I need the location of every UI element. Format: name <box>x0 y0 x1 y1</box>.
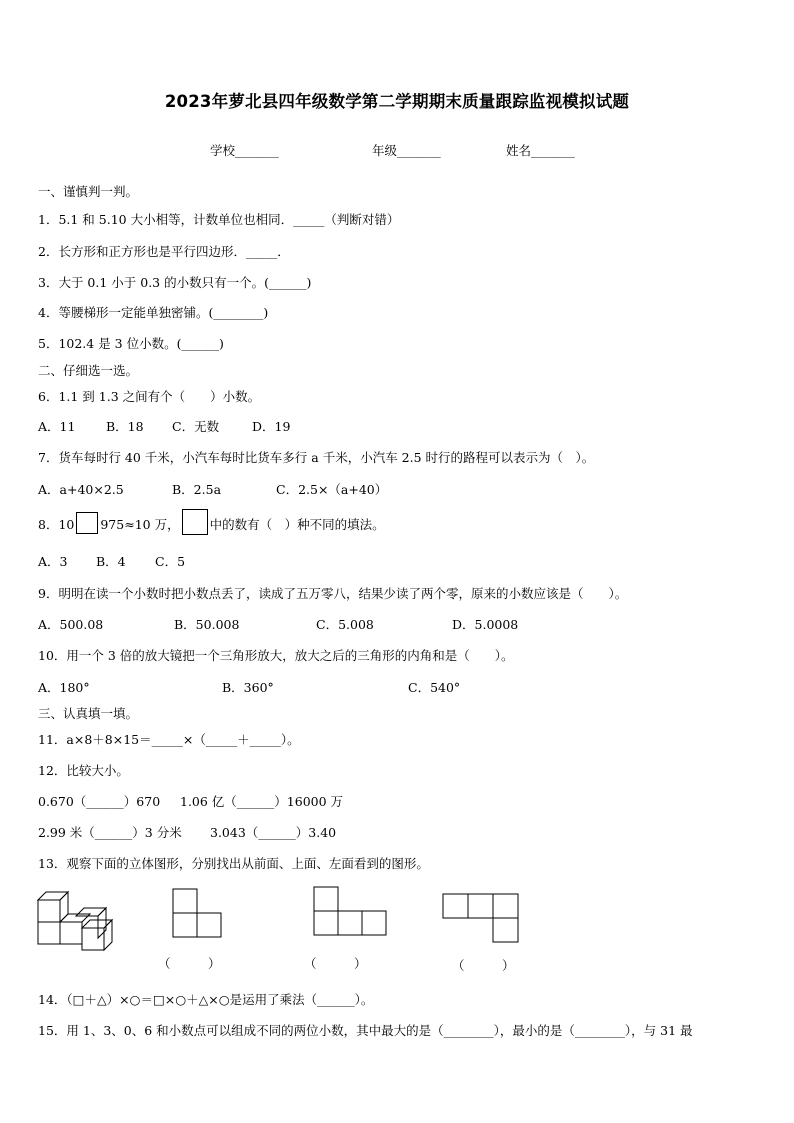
q10-option-c[interactable]: C．540° <box>408 680 461 695</box>
solid-figure <box>36 886 126 950</box>
view-figure-3 <box>442 893 522 945</box>
section-heading-3: 三、认真填一填。 <box>38 706 139 721</box>
question-12: 12．比较大小。 <box>38 763 129 778</box>
question-3: 3．大于 0.1 小于 0.3 的小数只有一个。(______) <box>38 275 312 290</box>
q12-compare-3: 2.99 米（______）3 分米 <box>38 825 182 840</box>
q8-prefix: 8．10 <box>38 517 75 532</box>
q8-suffix: 中的数有（ ）种不同的填法。 <box>209 517 385 532</box>
view-figure-2 <box>313 886 389 938</box>
question-13: 13．观察下面的立体图形，分别找出从前面、上面、左面看到的图形。 <box>38 856 429 871</box>
q10-option-a[interactable]: A．180° <box>38 680 90 695</box>
q6-option-b[interactable]: B．18 <box>106 419 144 434</box>
question-1: 1．5.1 和 5.10 大小相等，计数单位也相同．_____（判断对错） <box>38 212 400 227</box>
q9-option-b[interactable]: B．50.008 <box>174 617 240 632</box>
question-9: 9．明明在读一个小数时把小数点丢了，读成了五万零八，结果少读了两个零，原来的小数应该是（ ）。 <box>38 586 628 601</box>
grade-field[interactable]: 年级_______ <box>372 143 441 158</box>
q7-option-c[interactable]: C．2.5×（a+40） <box>276 482 388 497</box>
name-field[interactable]: 姓名_______ <box>506 143 575 158</box>
question-15: 15．用 1、3、0、6 和小数点可以组成不同的两位小数，其中最大的是（________），最小的是（________），与 31 最 <box>38 1023 693 1038</box>
q7-option-a[interactable]: A．a+40×2.5 <box>38 482 124 497</box>
question-5: 5．102.4 是 3 位小数。(______) <box>38 336 224 351</box>
question-7: 7．货车每时行 40 千米，小汽车每时比货车多行 a 千米，小汽车 2.5 时行的路程可以表示为（ ）。 <box>38 450 595 465</box>
q6-option-c[interactable]: C．无数 <box>172 419 220 434</box>
q8-option-c[interactable]: C．5 <box>155 554 186 569</box>
q6-option-a[interactable]: A．11 <box>38 419 76 434</box>
q12-compare-2: 1.06 亿（______）16000 万 <box>180 794 344 809</box>
q7-option-b[interactable]: B．2.5a <box>172 482 222 497</box>
question-11: 11．a×8＋8×15＝_____×（_____＋_____）。 <box>38 732 300 747</box>
school-field[interactable]: 学校_______ <box>210 143 279 158</box>
q12-compare-1: 0.670（______）670 <box>38 794 161 809</box>
view-figure-1 <box>172 888 224 940</box>
view-blank-1[interactable]: （ ） <box>158 956 221 971</box>
section-heading-1: 一、谨慎判一判。 <box>38 184 139 199</box>
q9-option-c[interactable]: C．5.008 <box>316 617 374 632</box>
q8-option-b[interactable]: B．4 <box>96 554 126 569</box>
view-blank-3[interactable]: （ ） <box>452 958 515 973</box>
question-10: 10．用一个 3 倍的放大镜把一个三角形放大，放大之后的三角形的内角和是（ ）。 <box>38 648 514 663</box>
page-title: 2023年萝北县四年级数学第二学期期末质量跟踪监视模拟试题 <box>164 92 630 111</box>
question-6: 6．1.1 到 1.3 之间有个（ ）小数。 <box>38 389 261 404</box>
q9-option-d[interactable]: D．5.0008 <box>452 617 519 632</box>
q8-blank-box[interactable] <box>76 512 98 534</box>
view-blank-2[interactable]: （ ） <box>304 956 367 971</box>
q9-option-a[interactable]: A．500.08 <box>38 617 104 632</box>
q8-middle: 975≈10 万， <box>100 517 180 532</box>
q10-option-b[interactable]: B．360° <box>222 680 274 695</box>
student-info-row <box>0 141 794 161</box>
question-14: 14．（□＋△）×○＝□×○＋△×○是运用了乘法（______）。 <box>38 992 374 1007</box>
q6-option-d[interactable]: D．19 <box>252 419 291 434</box>
question-4: 4．等腰梯形一定能单独密铺。(________) <box>38 305 269 320</box>
q8-blank-box-reference <box>182 509 208 535</box>
q8-option-a[interactable]: A．3 <box>38 554 68 569</box>
q12-compare-4: 3.043（______）3.40 <box>210 825 337 840</box>
question-8 <box>38 515 385 535</box>
section-heading-2: 二、仔细选一选。 <box>38 363 139 378</box>
question-2: 2．长方形和正方形也是平行四边形．_____． <box>38 244 290 259</box>
